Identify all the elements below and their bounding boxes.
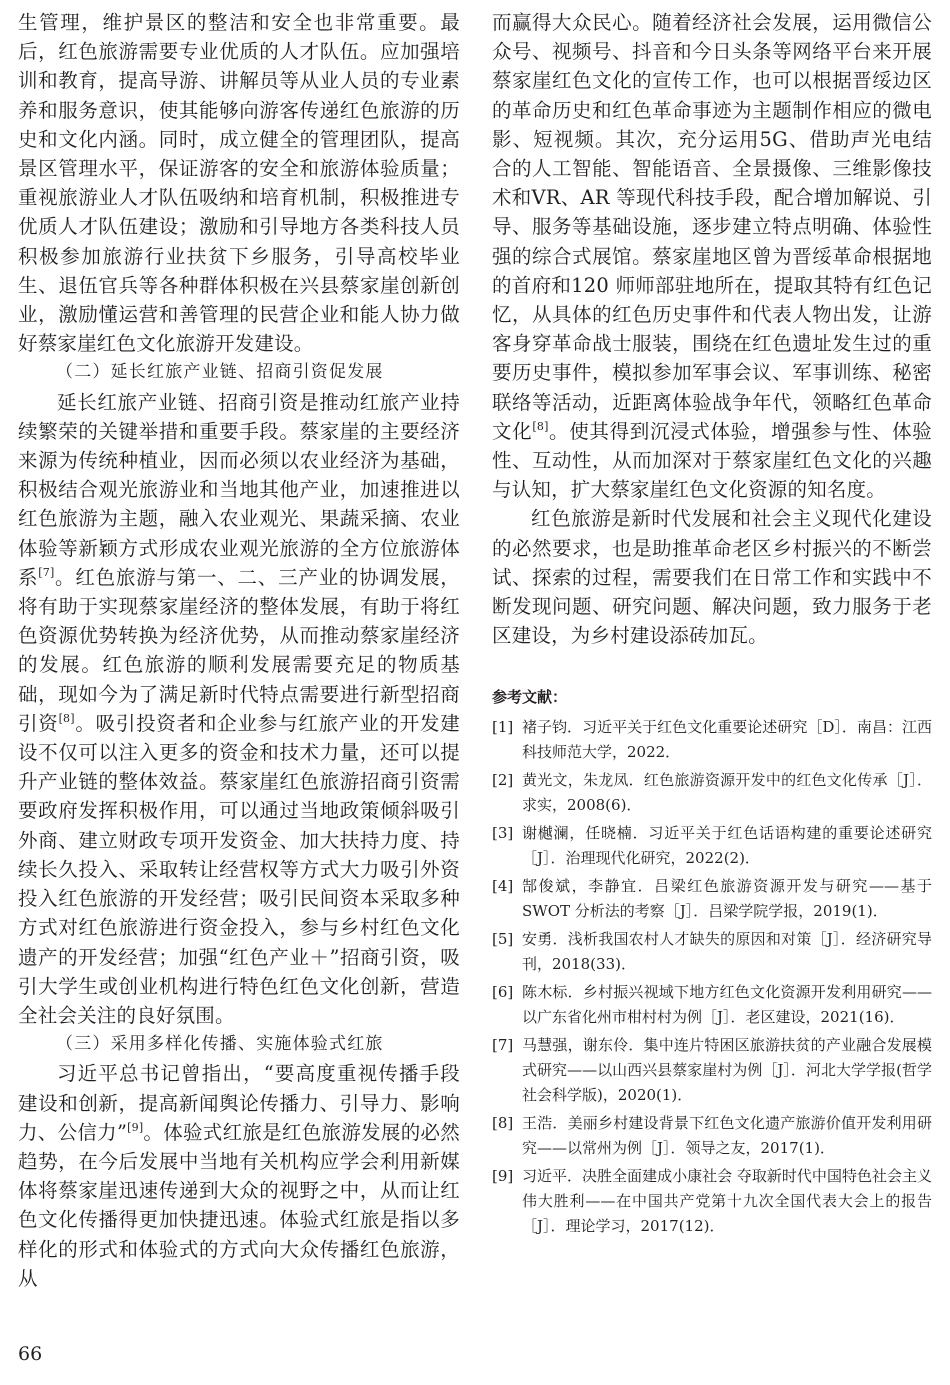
body-paragraph: 生管理，维护景区的整洁和安全也非常重要。最后，红色旅游需要专业优质的人才队伍。应加强培训和教育，提高导游、讲解员等从业人员的专业素养和服务意识，使其能够向游客传递红色旅游的历史和文化内涵。同时，成立健全的管理团队，提高景区管理水平，保证游客的安全和旅游体验质量；重视旅游业人才队伍吸纳和培育机制，积极推进专优质人才队伍建设；激励和引导地方各类科技人员积极参加旅游行业扶贫下乡服务，引导高校毕业生、退伍官兵等各种群体积极在兴县蔡家崖创新创业，激励懂运营和善管理的民营企业和能人协力做好蔡家崖红色文化旅游开发建设。 — [18, 11, 460, 356]
page-number: 66 — [18, 1343, 43, 1365]
body-paragraph: 红色旅游是新时代发展和社会主义现代化建设的必然要求，也是助推革命老区乡村振兴的不断尝试、探索的过程，需要我们在日常工作和实践中不断发现问题、研究问题、解决问题，致力服务于老区建设，为乡村建设添砖加瓦。 — [492, 507, 932, 648]
reference-item: [3] 谢樾澜，任晓楠．习近平关于红色话语构建的重要论述研究［J］．治理现代化研究，2022(2)． — [492, 824, 932, 868]
reference-item: [5] 安勇．浅析我国农村人才缺失的原因和对策［J］．经济研究导刊，2018(33)． — [492, 930, 932, 974]
reference-item: [6] 陈木标．乡村振兴视域下地方红色文化资源开发利用研究——以广东省化州市柑村村为例［J］．老区建设，2021(16)． — [492, 983, 932, 1027]
reference-list — [492, 715, 932, 1239]
citation: [9] — [127, 1120, 144, 1134]
reference-item: [4] 郜俊斌，李静宜．吕梁红色旅游资源开发与研究——基于 SWOT 分析法的考察［J］．吕梁学院学报，2019(1)． — [492, 877, 932, 921]
right-column — [492, 8, 932, 1242]
section-heading: （三）采用多样化传播、实施体验式红旅 — [56, 1034, 384, 1055]
reference-item: [2] 黄光文，朱龙凤．红色旅游资源开发中的红色文化传承［J］．求实，2008(6)． — [492, 771, 932, 815]
body-paragraph: 而赢得大众民心。随着经济社会发展，运用微信公众号、视频号、抖音和今日头条等网络平台来开展蔡家崖红色文化的宣传工作，也可以根据晋绥边区的革命历史和红色革命事迹为主题制作相应的微电影、短视频。其次，充分运用5G、借助声光电结合的人工智能、智能语音、全景摄像、三维影像技术和VR、AR 等现代科技手段，配合增加解说、引导、服务等基础设施，逐步建立特点明确、体验性强的综合式展馆。蔡家崖地区曾为晋绥革命根据地的首府和120 师师部驻地所在，提取其特有红色记忆，从具体的红色历史事件和代表人物出发，让游客身穿革命战士服装，围绕在红色遗址发生过的重要历史事件，模拟参加军事会议、军事训练、秘密联络等活动，近距离体验战争年代，领略红色革命文化[8]。使其得到沉浸式体验，增强参与性、体验性、互动性，从而加深对于蔡家崖红色文化的兴趣与认知，扩大蔡家崖红色文化资源的知名度。 — [492, 11, 932, 502]
section-heading: （二）延长红旅产业链、招商引资促发展 — [56, 362, 384, 383]
citation: [7] — [38, 565, 55, 579]
body-paragraph: 习近平总书记曾指出，“要高度重视传播手段建设和创新，提高新闻舆论传播力、引导力、影响力、公信力”[9]。体验式红旅是红色旅游发展的必然趋势，在今后发展中当地有关机构应学会利用新媒体将蔡家崖迅速传递到大众的视野之中，从而让红色文化传播得更加快捷迅速。体验式红旅是指以多样化的形式和体验式的方式向大众传播红色旅游，从 — [18, 1062, 461, 1290]
citation: [8] — [532, 419, 549, 433]
reference-item: [1] 褚子钧．习近平关于红色文化重要论述研究［D］．南昌：江西科技师范大学，2022． — [492, 718, 932, 762]
reference-item: [7] 马慧强，谢东伶．集中连片特困区旅游扶贫的产业融合发展模式研究——以山西兴县蔡家崖村为例［J］．河北大学学报(哲学社会科学版)，2020(1)． — [492, 1036, 932, 1105]
body-paragraph: 延长红旅产业链、招商引资是推动红旅产业持续繁荣的关键举措和重要手段。蔡家崖的主要经济来源为传统种植业，因而必须以农业经济为基础，积极结合观光旅游业和当地其他产业，加速推进以红色旅游为主题，融入农业观光、果蔬采摘、农业体验等新颖方式形成农业观光旅游的全方位旅游体系[7]。红色旅游与第一、二、三产业的协调发展，将有助于实现蔡家崖经济的整体发展，有助于将红色资源优势转换为经济优势，从而推动蔡家崖经济的发展。红色旅游的顺利发展需要充足的物质基础，现如今为了满足新时代特点需要进行新型招商引资[8]。吸引投资者和企业参与红旅产业的开发建设不仅可以注入更多的资金和技术力量，还可以提升产业链的整体效益。蔡家崖红色旅游招商引资需要政府发挥积极作用，可以通过当地政策倾斜吸引外商、建立财政专项开发资金、加大扶持力度、持续长久投入、采取转让经营权等方式大力吸引外资投入红色旅游的开发经营；吸引民间资本采取多种方式对红色旅游进行资金投入，参与乡村红色文化遗产的开发经营；加强“红色产业＋”招商引资，吸引大学生或创业机构进行特色红色文化创新，营造全社会关注的良好氛围。 — [18, 390, 460, 1027]
citation: [8] — [58, 711, 75, 725]
reference-item: [8] 王浩．美丽乡村建设背景下红色文化遗产旅游价值开发利用研究——以常州为例［J］．领导之友，2017(1)． — [492, 1114, 932, 1158]
references-title: 参考文献： — [492, 688, 568, 707]
reference-item: [9] 习近平．决胜全面建成小康社会 夺取新时代中国特色社会主义伟大胜利——在中国共产党第十九次全国代表大会上的报告［J］．理论学习，2017(12)． — [492, 1167, 932, 1236]
left-column — [18, 8, 460, 1293]
